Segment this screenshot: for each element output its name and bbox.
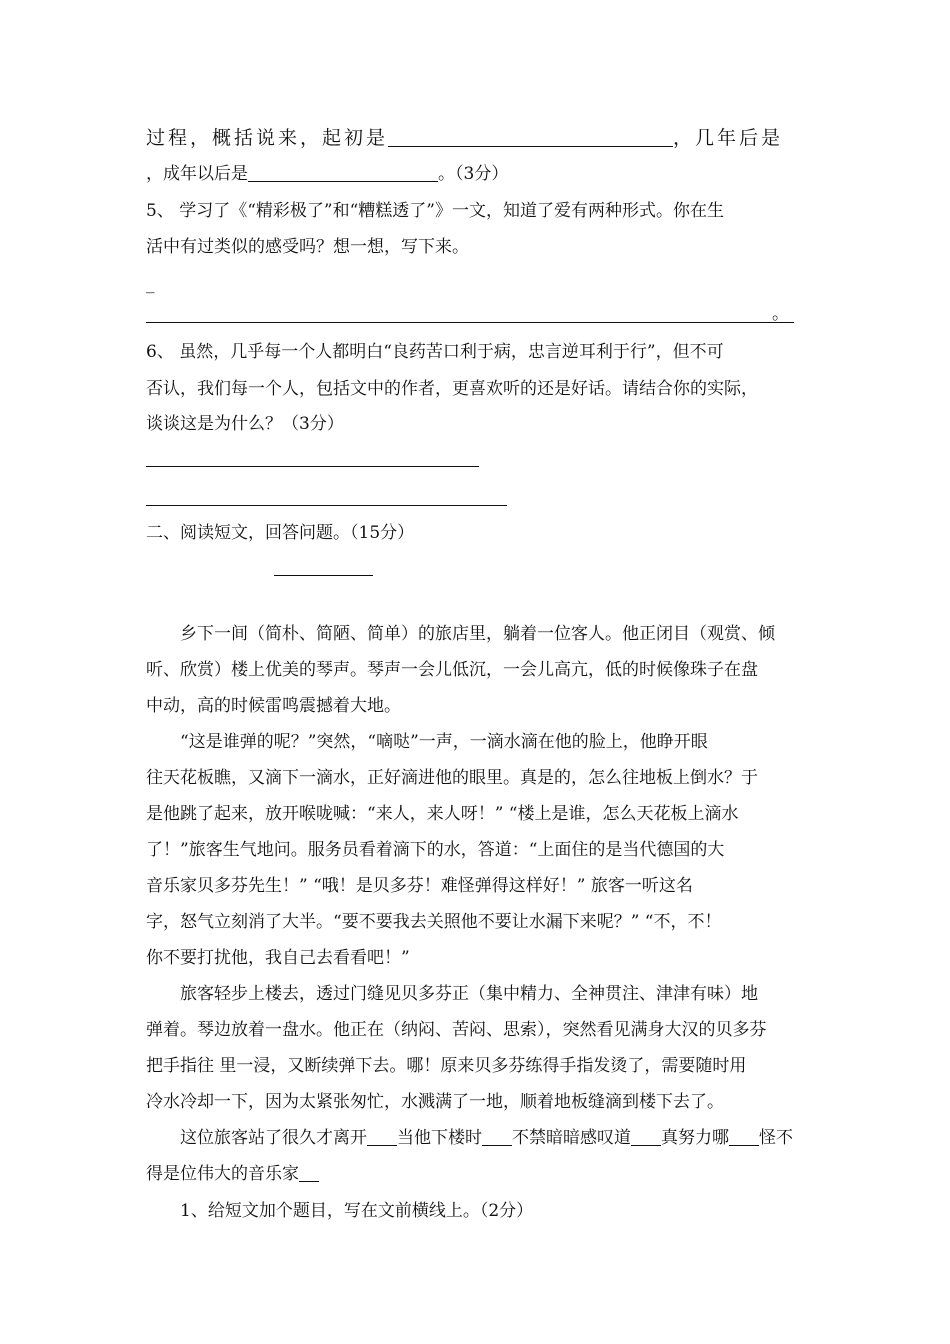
answer-blank-2[interactable]: [248, 163, 438, 182]
last-paragraph-line-2: [146, 1162, 319, 1186]
punct-blank-1[interactable]: [367, 1127, 397, 1146]
last-paragraph-line-1: [180, 1126, 793, 1150]
passage-line: 冷水冷却一下，因为太紧张匆忙，水溅满了一地，顺着地板缝滴到楼下去了。: [146, 1092, 724, 1112]
q6-answer-line-1[interactable]: [146, 466, 479, 467]
passage-line: 旅客轻步上楼去，透过门缝见贝多芬正（集中精力、全神贯注、津津有味）地: [180, 984, 758, 1004]
punct-blank-3[interactable]: [631, 1127, 661, 1146]
passage-line: 音乐家贝多芬先生！” “哦！是贝多芬！难怪弹得这样好！” 旅客一听这名: [146, 876, 693, 896]
q5-dash: _: [146, 274, 155, 294]
q4-text-b: ，几年后是: [673, 127, 784, 149]
q4-line-1: [146, 126, 783, 150]
last-para-text-4: 真努力哪: [661, 1128, 729, 1148]
q4-text-a: 过程，概括说来，起初是: [146, 127, 389, 149]
passage-line: 把手指往 里一浸，又断续弹下去。哪！原来贝多芬练得手指发烫了，需要随时用: [146, 1056, 747, 1076]
q4-text-c: ，成年以后是: [146, 164, 248, 184]
passage-line: 你不要打扰他，我自己去看看吧！”: [146, 948, 410, 968]
passage-line: 弹着。琴边放着一盘水。他正在（纳闷、苦闷、思索），突然看见满身大汉的贝多芬: [146, 1020, 767, 1040]
passage-line: 中动，高的时候雷鸣震撼着大地。: [146, 696, 401, 716]
q5-line-2: 活中有过类似的感受吗？想一想，写下来。: [146, 237, 469, 257]
last-para-text-2: 当他下楼时: [397, 1128, 482, 1148]
q6-line-1: 6、 虽然，几乎每一个人都明白“良药苦口利于病，忠言逆耳利于行”，但不可: [146, 342, 724, 362]
passage-line: 了！”旅客生气地问。服务员看着滴下的水，答道：“上面住的是当代德国的大: [146, 840, 725, 860]
answer-blank-1[interactable]: [388, 128, 673, 147]
passage-line: “这是谁弹的呢？”突然，“嘀哒”一声，一滴水滴在他的脸上，他睁开眼: [180, 732, 708, 752]
section-2-heading: 二、阅读短文，回答问题。（15分）: [146, 523, 415, 543]
passage-line: 听、欣赏）楼上优美的琴声。琴声一会儿低沉，一会儿高亢，低的时候像珠子在盘: [146, 660, 758, 680]
punct-blank-2[interactable]: [482, 1127, 512, 1146]
passage-line: 往天花板瞧，又滴下一滴水，正好滴进他的眼里。真是的，怎么往地板上倒水？于: [146, 768, 758, 788]
q6-line-3: 谈谈这是为什么？（3分）: [146, 414, 344, 434]
reading-question-1: 1、给短文加个题目，写在文前横线上。（2分）: [180, 1201, 534, 1221]
q5-answer-line[interactable]: [146, 322, 794, 323]
q5-line-1: 5、 学习了《“精彩极了”和“糟糕透了”》一文，知道了爱有两种形式。你在生: [146, 201, 724, 221]
q6-line-2: 否认，我们每一个人，包括文中的作者，更喜欢听的还是好话。请结合你的实际，: [146, 379, 758, 399]
q4-line-2: [146, 162, 508, 186]
q4-text-d: 。（3分）: [438, 164, 509, 184]
punct-blank-4[interactable]: [729, 1127, 759, 1146]
last-para-text-3: 不禁暗暗感叹道: [512, 1128, 631, 1148]
q5-end-mark: 。: [772, 304, 789, 324]
passage-line: 乡下一间（简朴、简陋、简单）的旅店里，躺着一位客人。他正闭目（观赏、倾: [180, 624, 775, 644]
passage-line: 是他跳了起来，放开喉咙喊：“来人，来人呀！” “楼上是谁，怎么天花板上滴水: [146, 804, 739, 824]
punct-blank-5[interactable]: [299, 1163, 319, 1182]
q6-answer-line-2[interactable]: [146, 505, 507, 506]
title-blank-line[interactable]: [274, 575, 373, 576]
last-para-text-5: 怪不: [759, 1128, 793, 1148]
last-para-text-6: 得是位伟大的音乐家: [146, 1164, 299, 1184]
passage-line: 字，怒气立刻消了大半。“要不要我去关照他不要让水漏下来呢？” “不，不！: [146, 912, 722, 932]
last-para-text-1: 这位旅客站了很久才离开: [180, 1128, 367, 1148]
